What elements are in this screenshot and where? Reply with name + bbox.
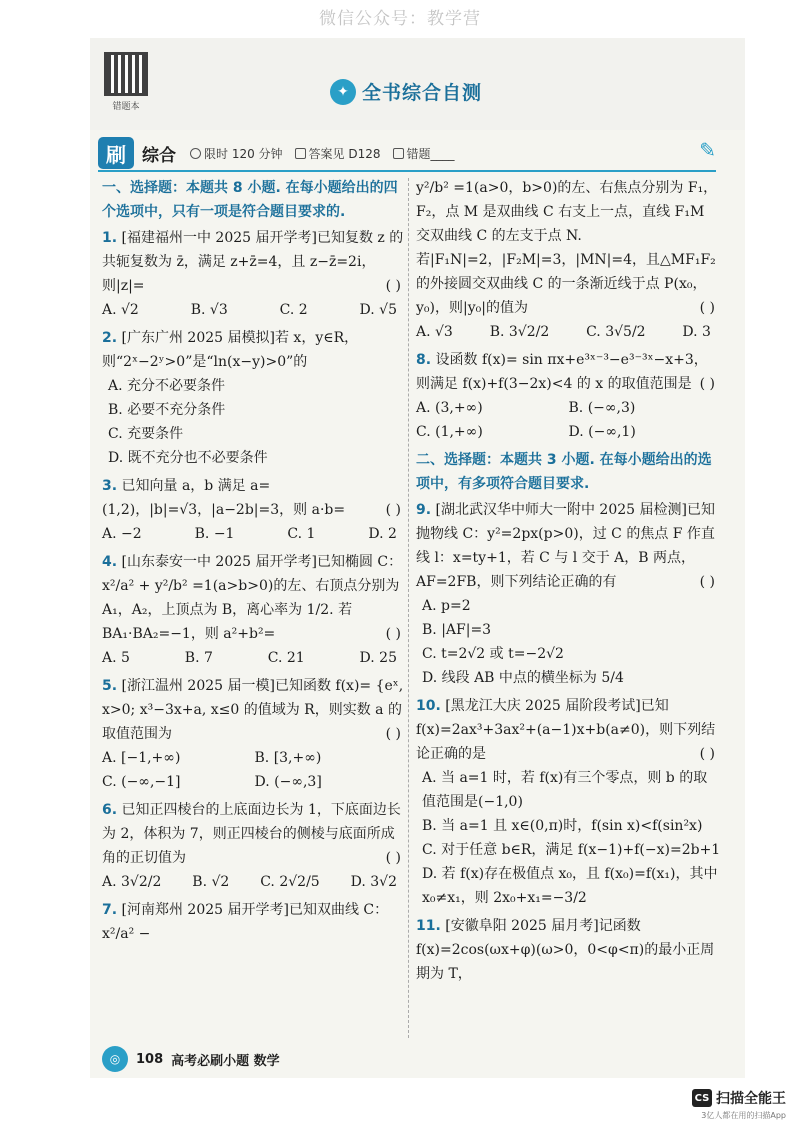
option-b[interactable]: B. 3√2/2 [489,324,550,340]
option-b[interactable]: B. √3 [190,302,228,318]
chapter-banner [330,78,482,105]
options-row [102,522,407,546]
section2-title: 二、选择题：本题共 3 小题. 在每小题给出的选项中，有多项符合题目要求. [416,452,712,492]
option-c[interactable]: C. 21 [267,650,305,666]
option-d[interactable]: D. 若 f(x)存在极值点 x₀，且 f(x₀)=f(x₁)，其中 x₀≠x₁，则 2x₀+x₁=−3/2 [422,866,718,906]
qr-label: 错题本 [112,102,140,112]
banner-title: 全书综合自测 [362,82,483,104]
brush-tag: 刷 [98,137,134,169]
page-topbar [90,38,745,130]
time-limit-text: 限时 120 分钟 [204,146,283,161]
question-text: [山东泰安一中 2025 届开学考]已知椭圆 C：x²/a² + y²/b² =1(a>b>0)的左、右顶点分别为 A₁，A₂，上顶点为 B，离心率为 1/2. 若 BA₁·BA₂=−1，则 a²+b²= [102,554,403,642]
camscanner-icon: CS [692,1089,712,1107]
option-b[interactable]: B. −1 [194,526,235,542]
question-3 [102,474,407,546]
column-divider [408,178,409,1038]
option-c[interactable]: C. 2√2/5 [260,874,320,890]
option-b[interactable]: B. [3,+∞) [254,750,322,766]
option-a[interactable]: A. −2 [102,526,142,542]
wrong-count [393,145,455,162]
answer-paren: ( ) [699,300,715,316]
question-7 [102,898,407,946]
answer-paren: ( ) [699,746,715,762]
wrong-label-text: 错题____ [406,146,455,161]
option-a[interactable]: A. √3 [416,324,453,340]
question-number: 10. [416,698,441,714]
question-number: 1. [102,230,118,246]
question-7-continued [416,176,721,344]
option-a[interactable]: A. 5 [102,650,130,666]
meta-info [190,145,455,162]
option-c[interactable]: C. (−∞,−1] [102,774,181,790]
flag-icon [393,148,404,159]
scanned-page [90,38,745,1078]
question-number: 6. [102,802,118,818]
time-limit [190,145,283,162]
options-grid [102,746,407,794]
option-c[interactable]: C. 3√5/2 [586,324,646,340]
option-d[interactable]: D. 既不充分也不必要条件 [108,450,268,466]
scanner-name: 扫描全能王 [716,1091,786,1107]
answer-ref [295,145,381,162]
option-b[interactable]: B. 7 [184,650,213,666]
section-header [98,136,716,172]
options-row [416,320,721,344]
option-d[interactable]: D. 3 [682,324,711,340]
question-8 [416,348,721,444]
question-text: [福建福州一中 2025 届开学考]已知复数 z 的共轭复数为 z̄，满足 z+z̄=4，且 z−z̄=2i，则|z|= [102,230,404,294]
page-footer [90,1040,745,1078]
question-number: 2. [102,330,118,346]
option-c[interactable]: C. (1,+∞) [416,424,483,440]
scanner-subtitle: 3亿人都在用的扫描App [701,1111,786,1120]
watermark-text: 微信公众号：教学营 [319,9,481,29]
option-b[interactable]: B. 当 a=1 且 x∈(0,π)时，f(sin x)<f(sin²x) [422,818,703,834]
question-10 [416,694,721,910]
question-text: [河南郑州 2025 届开学考]已知双曲线 C：x²/a² − [102,902,389,942]
page-number: 108 [136,1051,164,1067]
answer-ref-text: 答案见 D128 [308,146,381,161]
scanner-watermark [692,1088,786,1121]
option-d[interactable]: D. √5 [359,302,397,318]
option-c[interactable]: C. 充要条件 [108,426,184,442]
question-9 [416,498,721,690]
option-a[interactable]: A. 3√2/2 [102,874,162,890]
question-number: 11. [416,918,441,934]
answer-paren: ( ) [385,850,401,866]
option-a[interactable]: A. 当 a=1 时，若 f(x)有三个零点，则 b 的取值范围是(−1,0) [422,770,708,810]
options-row [102,298,407,322]
option-a[interactable]: A. [−1,+∞) [102,750,181,766]
right-column [416,176,721,990]
question-text: 已知向量 a，b 满足 a=(1,2)，|b|=√3，|a−2b|=3，则 a·b= [102,478,346,518]
question-number: 9. [416,502,432,518]
answer-paren: ( ) [385,626,401,642]
options-row [102,646,407,670]
question-text: 已知正四棱台的上底面边长为 1，下底面边长为 2，体积为 7，则正四棱台的侧棱与底面所成角的正切值为 [102,802,401,866]
question-number: 4. [102,554,118,570]
answer-paren: ( ) [699,376,715,392]
answer-paren: ( ) [699,574,715,590]
badge-icon: ✦ [330,79,356,105]
question-11 [416,914,721,986]
option-a[interactable]: A. 充分不必要条件 [108,378,226,394]
question-text: [黑龙江大庆 2025 届阶段考试]已知 f(x)=2ax³+3ax²+(a−1)x+b(a≠0)，则下列结论正确的是 [416,698,716,762]
left-column [102,176,407,950]
answer-paren: ( ) [385,726,401,742]
option-c[interactable]: C. t=2√2 或 t=−2√2 [422,646,564,662]
question-number: 7. [102,902,118,918]
question-text: [安徽阜阳 2025 届月考]记函数 f(x)=2cos(ωx+φ)(ω>0，0<φ<π)的最小正周期为 T， [416,918,715,982]
option-c[interactable]: C. 2 [279,302,308,318]
question-2 [102,326,407,470]
section1-title: 一、选择题：本题共 8 小题. 在每小题给出的四个选项中，只有一项是符合题目要求的. [102,180,398,220]
book-icon [295,148,306,159]
question-text: [湖北武汉华中师大一附中 2025 届检测]已知抛物线 C：y²=2px(p>0)，过 C 的焦点 F 作直线 l：x=ty+1，若 C 与 l 交于 A，B 两点，AF=2FB，则下列结论正确的有 [416,502,715,590]
option-d[interactable]: D. 线段 AB 中点的横坐标为 5/4 [422,670,624,686]
book-title: 高考必刷小题 数学 [171,1053,280,1069]
question-text: [浙江温州 2025 届一模]已知函数 f(x)= {eˣ, x>0; x³−3x+a, x≤0 的值域为 R，则实数 a 的取值范围为 [102,678,404,742]
qr-code-icon[interactable] [104,52,148,96]
options-row [102,870,407,894]
option-a[interactable]: A. p=2 [422,598,471,614]
option-d[interactable]: D. (−∞,1) [568,424,636,440]
book-logo-icon: ◎ [102,1046,128,1072]
answer-paren: ( ) [385,278,401,294]
question-text: 设函数 f(x)= sin πx+e³ˣ⁻³−e³⁻³ˣ−x+3，则满足 f(x)+f(3−2x)<4 的 x 的取值范围是 [416,352,708,392]
option-d[interactable]: D. 3√2 [350,874,397,890]
question-number: 3. [102,478,118,494]
question-1 [102,226,407,322]
option-a[interactable]: A. √2 [102,302,139,318]
question-text: [广东广州 2025 届模拟]若 x，y∈R，则“2ˣ−2ʸ>0”是“ln(x−y)>0”的 [102,330,359,370]
clock-icon [190,148,201,159]
section-name: 综合 [142,145,176,166]
pen-icon: ✎ [699,138,716,162]
options-grid [416,396,721,444]
question-number: 5. [102,678,118,694]
question-text: y²/b² =1(a>0，b>0)的左、右焦点分别为 F₁，F₂，点 M 是双曲线 C 右支上一点，直线 F₁M 交双曲线 C 的左支于点 N. 若|F₁N|=2，|F₂M|=3，|MN|=4，且△MF₁F₂ 的外接圆交双曲线 C 的一条渐近线于点 P(x₀，y₀)，则|y₀|的值为 [416,180,718,316]
question-6 [102,798,407,894]
question-number: 8. [416,352,432,368]
question-5 [102,674,407,794]
option-b[interactable]: B. (−∞,3) [568,400,636,416]
option-a[interactable]: A. (3,+∞) [416,400,483,416]
option-d[interactable]: D. 25 [359,650,397,666]
option-b[interactable]: B. 必要不充分条件 [108,402,226,418]
answer-paren: ( ) [385,502,401,518]
option-c[interactable]: C. 对于任意 b∈R，满足 f(x−1)+f(−x)=2b+1 [422,842,721,858]
option-d[interactable]: D. 2 [368,526,397,542]
option-b[interactable]: B. √2 [192,874,230,890]
option-c[interactable]: C. 1 [287,526,316,542]
option-b[interactable]: B. |AF|=3 [422,622,492,638]
question-4 [102,550,407,670]
option-d[interactable]: D. (−∞,3] [254,774,322,790]
